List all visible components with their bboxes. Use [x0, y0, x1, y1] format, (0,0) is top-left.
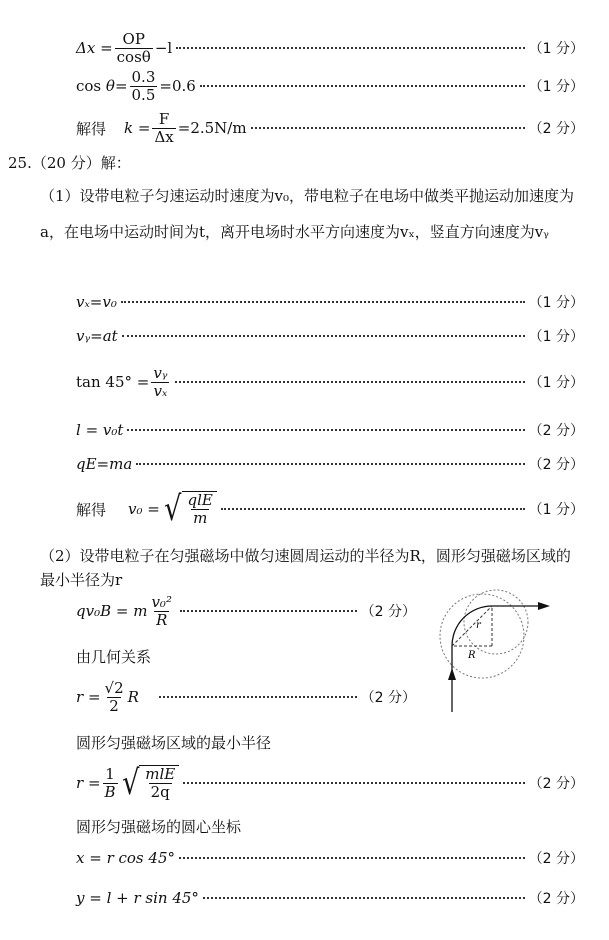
- frac-den: m: [193, 509, 208, 527]
- label-R: R: [468, 650, 476, 661]
- geometry-text: 由几何关系: [76, 648, 152, 666]
- part1-paragraph: （1）设带电粒子匀速运动时速度为v₀，带电粒子在电场中做类平抛运动加速度为a，在电场中运动时间为t，离开电场时水平方向速度为vₓ，竖直方向速度为vᵧ: [40, 187, 575, 241]
- arrow-up: [448, 668, 456, 680]
- frac-op: [115, 31, 153, 66]
- leader-dots: [221, 508, 525, 510]
- frac-mle: [143, 766, 177, 801]
- sqrt: √ $\frac{\text{mlE}}{2q}$: [120, 765, 180, 801]
- leader-dots: [121, 301, 525, 303]
- score: （1 分）: [528, 329, 584, 345]
- frac-num: v₀²: [151, 592, 172, 611]
- leader-dots: [203, 897, 525, 899]
- eq-r1: [76, 676, 416, 718]
- word-jiede: 解得: [76, 500, 107, 519]
- leader-dots: [183, 782, 524, 784]
- frac-den: 0.5: [131, 85, 156, 104]
- leader-dots: [179, 857, 525, 859]
- frac-qle: [186, 492, 215, 527]
- eq-r2: [76, 760, 584, 806]
- center-text: 圆形匀强磁场的圆心坐标: [76, 818, 242, 836]
- eq-vx: [76, 290, 584, 314]
- frac-num: F: [158, 109, 170, 128]
- leader-dots: [175, 381, 524, 383]
- eq-lhs: v₀ =: [128, 500, 160, 518]
- frac-den: R: [156, 610, 168, 629]
- eq-text: y = l + r sin 45°: [76, 889, 199, 907]
- leader-dots: [180, 610, 357, 612]
- score: （2 分）: [528, 776, 584, 792]
- frac-r2: [103, 766, 118, 801]
- frac-den: 2: [109, 696, 119, 715]
- leader-dots: [127, 429, 524, 431]
- eq-delta-x: Δx = $\frac{OP}{\cos\theta}$ −l （1 分）: [76, 29, 584, 66]
- score: （1 分）: [528, 79, 584, 95]
- frac-num: 0.3: [131, 67, 156, 86]
- frac-cos: [130, 69, 158, 104]
- frac-k: [152, 111, 175, 146]
- magnetic-field-diagram: [432, 586, 558, 716]
- score: （2 分）: [360, 604, 416, 620]
- eq-vy: [76, 324, 584, 348]
- score: （2 分）: [528, 121, 584, 137]
- score: （2 分）: [528, 457, 584, 473]
- leader-dots: [176, 47, 524, 49]
- frac-den: vₓ: [153, 381, 168, 400]
- frac-den: Δx: [154, 127, 174, 146]
- min-circle: [464, 590, 528, 654]
- eq-cos: cos θ= $\frac{0.3}{0.5}$ =0.6 （1 分）: [76, 67, 584, 104]
- frac-tan: [151, 365, 169, 400]
- label-r: r: [476, 620, 481, 631]
- eq-k: 解得 k = $\frac{F}{\Delta x}$ =2.5N/m （2 分）: [76, 109, 584, 146]
- frac-r1: [103, 680, 126, 715]
- sqrt: √ $\frac{\text{qlE}}{m}$: [162, 491, 217, 527]
- score: （1 分）: [528, 41, 584, 57]
- eq-l: [76, 418, 584, 442]
- eq-x: [76, 846, 584, 870]
- eq-tail: =2.5N/m: [177, 119, 247, 137]
- arc-path: [452, 606, 492, 646]
- eq-tan: [76, 362, 584, 402]
- eq-y: [76, 886, 584, 910]
- leader-dots: [136, 463, 524, 465]
- eq-lhs: qv₀B = m: [76, 602, 148, 620]
- eq-lhs: r =: [76, 774, 101, 792]
- eq-text: vₓ=v₀: [76, 293, 117, 311]
- frac-num: vᵧ: [153, 363, 168, 382]
- frac-num: mlE: [145, 765, 176, 783]
- arrow-right: [538, 602, 550, 610]
- score: （2 分）: [360, 690, 416, 706]
- leader-dots: [122, 335, 525, 337]
- frac-den: cosθ: [116, 47, 151, 66]
- frac-num: OP: [122, 29, 145, 48]
- score: （1 分）: [528, 295, 584, 311]
- score: （2 分）: [528, 891, 584, 907]
- score: （2 分）: [528, 851, 584, 867]
- score: （2 分）: [528, 423, 584, 439]
- eq-text: qE=ma: [76, 455, 133, 473]
- word-jiede: 解得: [76, 119, 107, 138]
- eq-text: l = v₀t: [76, 421, 124, 439]
- eq-tail: R: [127, 688, 139, 706]
- frac-den: 2q: [150, 783, 170, 801]
- frac-num: qlE: [187, 491, 213, 509]
- frac-num: 1: [105, 764, 115, 783]
- part2-paragraph: （2）设带电粒子在匀强磁场中做匀速圆周运动的半径为R，圆形匀强磁场区域的最小半径为r: [40, 547, 571, 589]
- eq-v0: [76, 486, 584, 532]
- score: （1 分）: [528, 375, 584, 391]
- eq-tail: −l: [154, 39, 173, 57]
- frac-den: B: [104, 782, 116, 801]
- score: （1 分）: [528, 502, 584, 518]
- eq-text: x = r cos 45°: [76, 849, 175, 867]
- eq-text: vᵧ=at: [76, 327, 118, 345]
- eq-qe: [76, 452, 584, 476]
- frac-qvb: [149, 594, 174, 629]
- leader-dots: [159, 696, 357, 698]
- eq-lhs: r =: [76, 688, 101, 706]
- question-heading: 25.（20 分）解：: [8, 154, 131, 172]
- eq-text: tan 45° =: [76, 373, 150, 391]
- leader-dots: [251, 127, 525, 129]
- eq-qvb: [76, 590, 416, 632]
- leader-dots: [200, 85, 525, 87]
- min-radius-text: 圆形匀强磁场区域的最小半径: [76, 734, 272, 752]
- frac-num: √2: [104, 678, 124, 697]
